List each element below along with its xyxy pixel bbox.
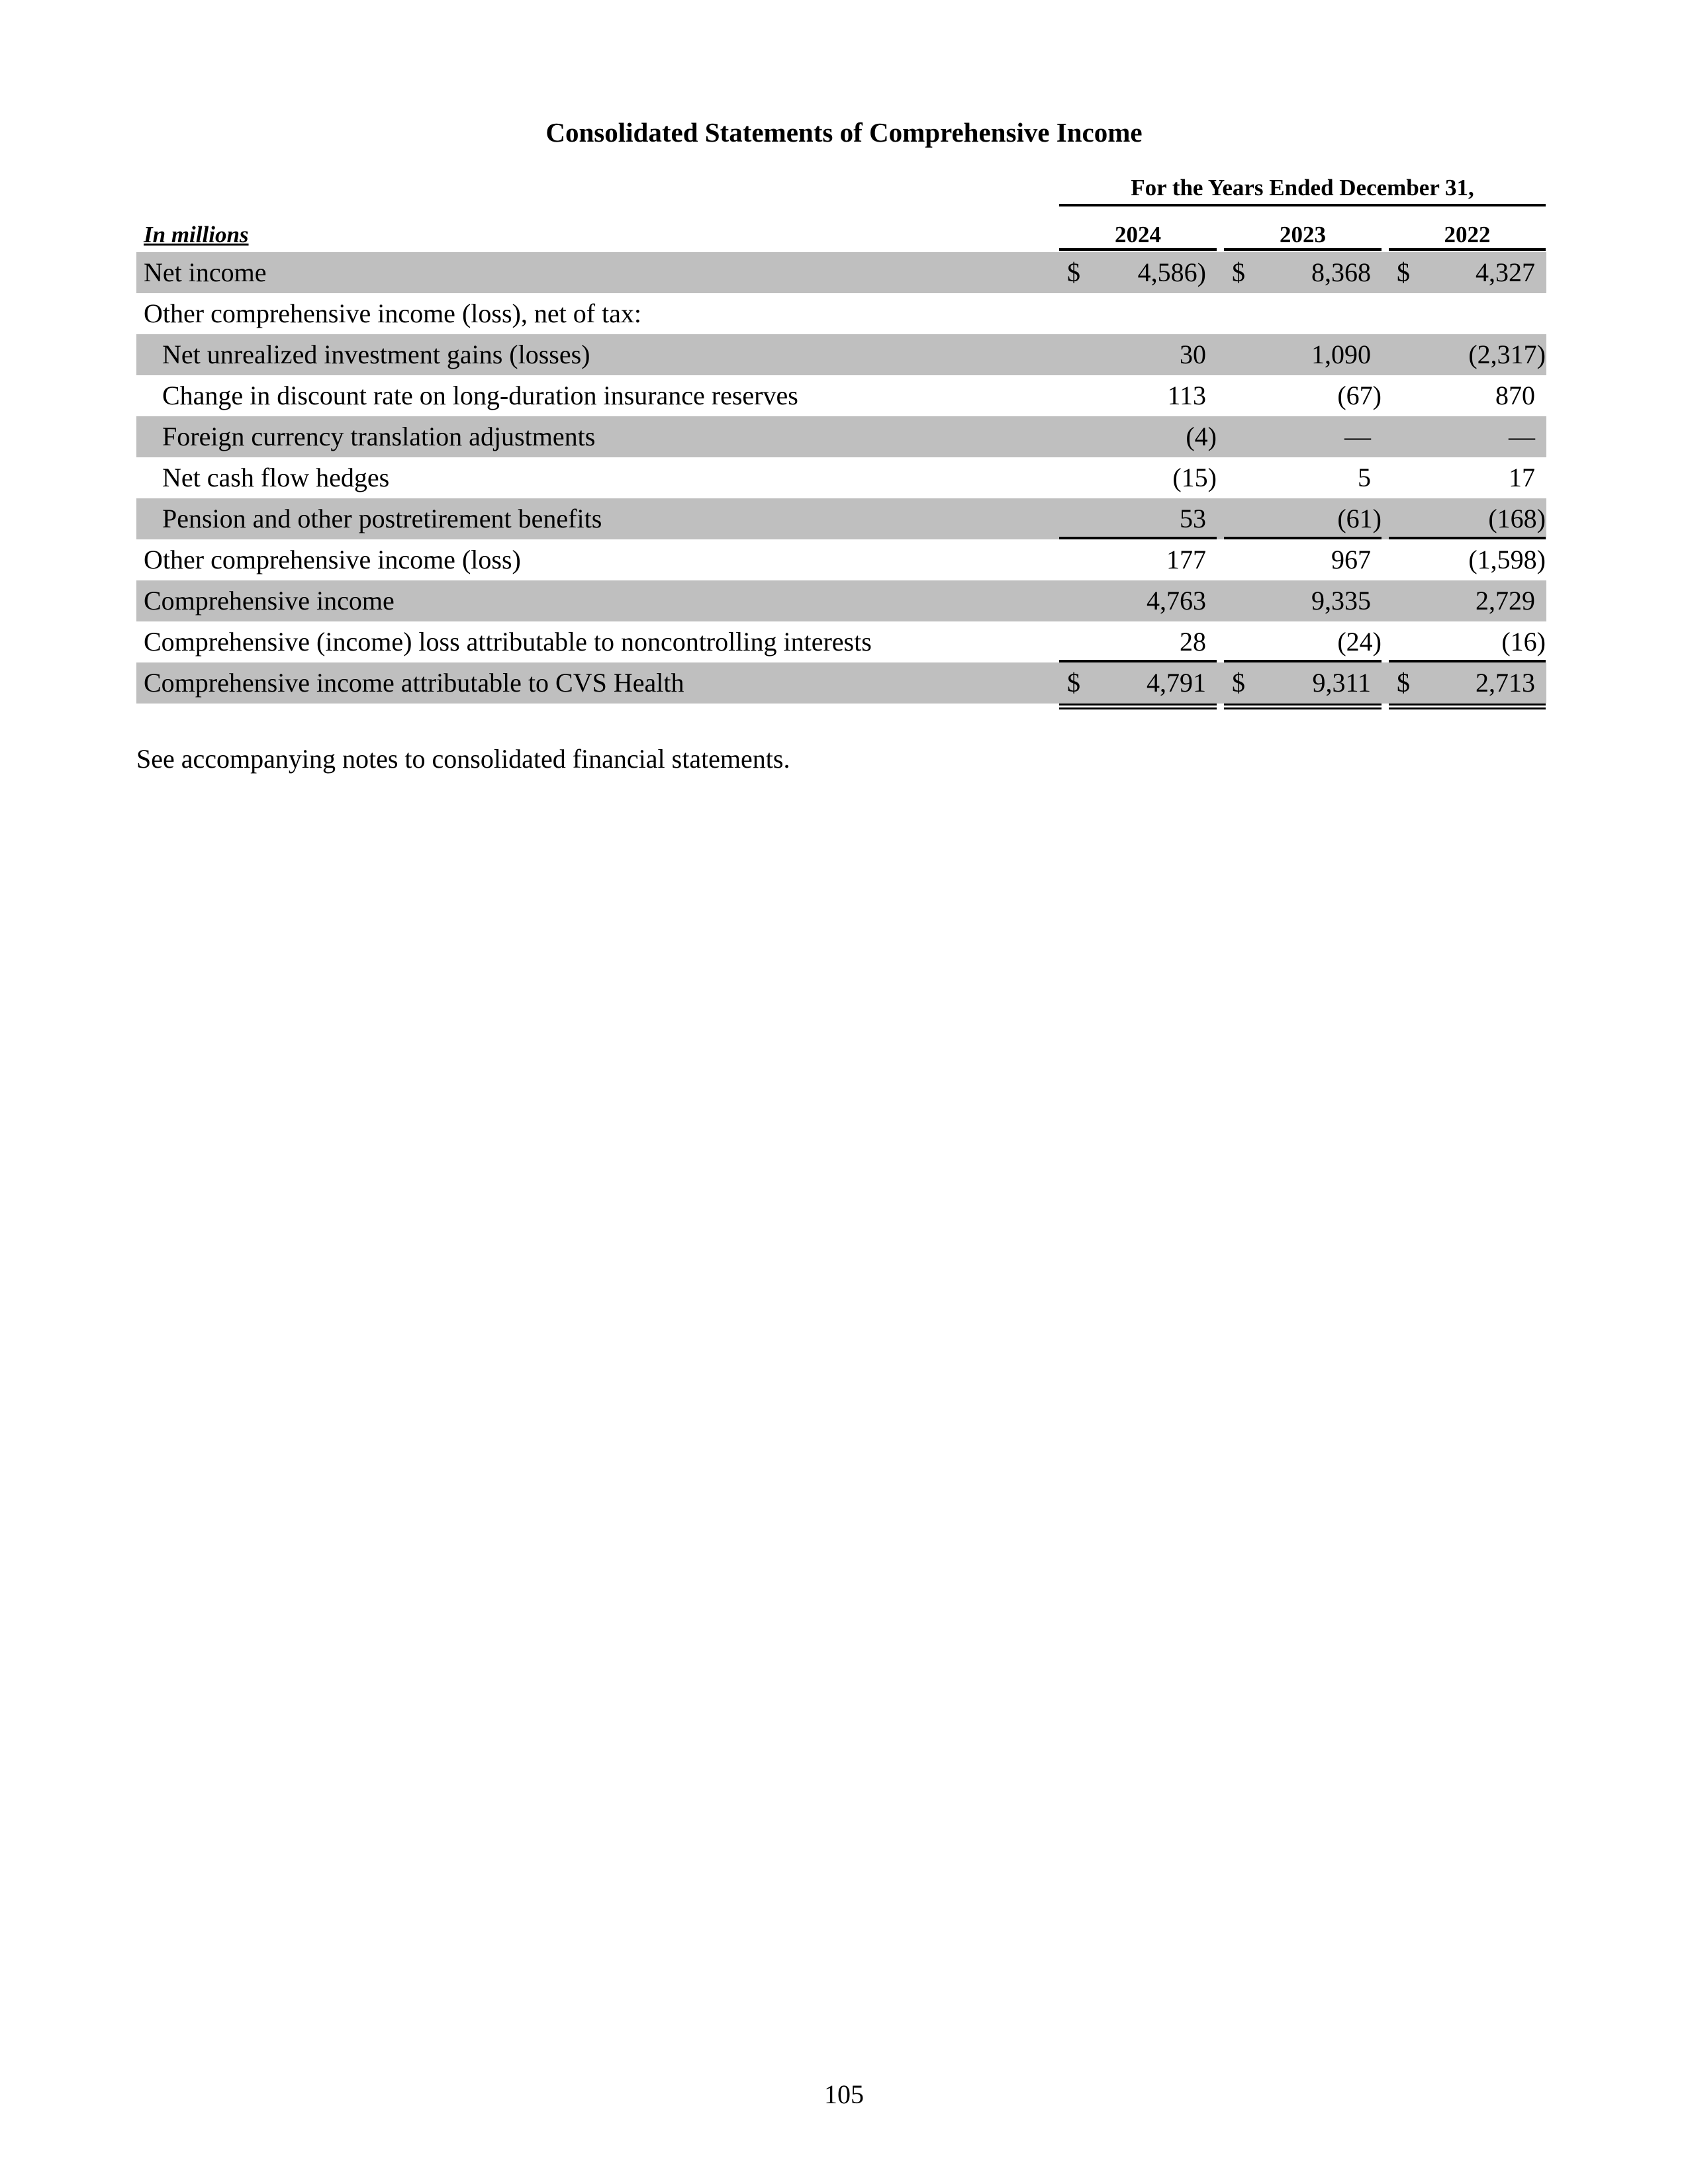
cell-2023 [1224,498,1382,539]
table-row-investment-gains [136,334,1546,375]
cell-value: 2,729 [1476,586,1535,615]
table-row-currency-translation [136,416,1546,457]
cell-2023 [1224,662,1382,709]
cell-2022 [1389,621,1546,662]
table-row-noncontrolling-interests [136,621,1546,662]
row-label: Foreign currency translation adjustments [162,422,596,451]
row-label: Comprehensive income attributable to CVS Health [144,668,684,698]
currency-symbol: $ [1067,257,1080,287]
period-header: For the Years Ended December 31, [1059,173,1546,206]
cell-value: (24) [1337,627,1382,657]
row-label: Net cash flow hedges [162,463,390,492]
year-header-2023: 2023 [1224,220,1382,251]
currency-symbol: $ [1397,257,1410,287]
cell-value: 1,090 [1311,340,1371,369]
cell-2022 [1389,416,1546,457]
cell-value: (16) [1501,627,1546,657]
cell-value: 4,327 [1476,257,1535,287]
cell-value: 4,586) [1137,257,1206,287]
row-label: Change in discount rate on long-duration insurance reserves [162,381,798,410]
cell-value: 30 [1180,340,1206,369]
cell-2022 [1389,498,1546,539]
cell-2024 [1059,252,1217,293]
table-row-pension-benefits [136,498,1546,539]
table-row-net-income [136,252,1546,293]
cell-value: (67) [1337,381,1382,410]
cell-2023 [1224,252,1382,293]
cell-2024 [1059,457,1217,498]
cell-value: 177 [1166,545,1206,574]
cell-2024 [1059,580,1217,621]
cell-value: 4,791 [1147,668,1206,698]
row-label: Net unrealized investment gains (losses) [162,340,590,369]
cell-value: 5 [1358,463,1371,492]
year-header-2024: 2024 [1059,220,1217,251]
cell-2022 [1389,252,1546,293]
row-label: Comprehensive income [144,586,395,615]
cell-2024 [1059,539,1217,580]
cell-2024 [1059,334,1217,375]
cell-value: (2,317) [1468,340,1546,369]
cell-2023 [1224,334,1382,375]
currency-symbol: $ [1067,668,1080,698]
cell-value: 967 [1331,545,1371,574]
cell-2024 [1059,621,1217,662]
cell-2022 [1389,375,1546,416]
currency-symbol: $ [1232,257,1245,287]
cell-value: 17 [1509,463,1535,492]
cell-value: 28 [1180,627,1206,657]
cell-value: 53 [1180,504,1206,533]
currency-symbol: $ [1232,668,1245,698]
cell-value: — [1509,422,1535,451]
page-number: 105 [824,2079,864,2109]
row-label: Other comprehensive income (loss), net of tax: [144,298,641,328]
cell-value: — [1344,422,1371,451]
cell-value: 870 [1495,381,1535,410]
cell-2022 [1389,457,1546,498]
row-label: Net income [144,257,267,287]
cell-2023 [1224,457,1382,498]
cell-value: 113 [1167,381,1206,410]
table-row-oci-header [136,293,1546,334]
table-row-discount-rate [136,375,1546,416]
year-header-2022: 2022 [1389,220,1546,251]
cell-2023 [1224,539,1382,580]
cell-value: (168) [1488,504,1546,533]
statement-table [136,252,1546,704]
cell-value: 9,335 [1311,586,1371,615]
table-row-oci-total [136,539,1546,580]
cell-value: (1,598) [1468,545,1546,574]
cell-value: (61) [1337,504,1382,533]
cell-2023 [1224,621,1382,662]
cell-2024 [1059,416,1217,457]
cell-value: 9,311 [1312,668,1371,698]
units-label: In millions [144,222,249,248]
cell-value: 2,713 [1476,668,1535,698]
cell-2022 [1389,334,1546,375]
row-label: Other comprehensive income (loss) [144,545,521,574]
cell-2023 [1224,375,1382,416]
row-label: Pension and other postretirement benefits [162,504,602,533]
cell-2023 [1224,580,1382,621]
statement-title: Consolidated Statements of Comprehensive Income [545,117,1143,148]
cell-2022 [1389,662,1546,709]
cell-2024 [1059,662,1217,709]
currency-symbol: $ [1397,668,1410,698]
cell-2024 [1059,375,1217,416]
row-label: Comprehensive (income) loss attributable to noncontrolling interests [144,627,872,657]
cell-value: (4) [1186,422,1217,451]
cell-value: 4,763 [1147,586,1206,615]
cell-2022 [1389,580,1546,621]
table-row-comprehensive-income [136,580,1546,621]
footnote: See accompanying notes to consolidated financial statements. [136,744,790,774]
cell-value: (15) [1172,463,1217,492]
table-row-attributable-to-cvs [136,662,1546,704]
table-row-cash-flow-hedges [136,457,1546,498]
cell-2022 [1389,539,1546,580]
cell-value: 8,368 [1311,257,1371,287]
cell-2023 [1224,416,1382,457]
cell-2024 [1059,498,1217,539]
